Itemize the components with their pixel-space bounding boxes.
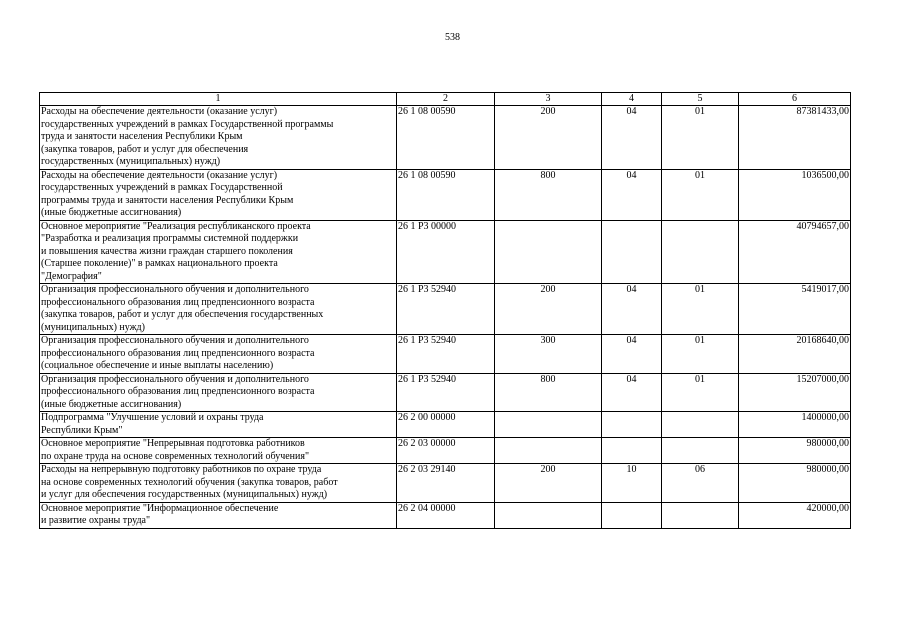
row-subsection [662, 502, 739, 528]
table-row [40, 464, 851, 503]
row-subsection: 06 [662, 464, 739, 503]
row-expense-type: 800 [495, 373, 602, 412]
row-amount: 1036500,00 [739, 169, 851, 220]
page-number: 538 [445, 32, 460, 43]
row-subsection [662, 220, 739, 284]
row-target-code: 26 2 03 00000 [397, 438, 495, 464]
row-section: 04 [602, 106, 662, 170]
table-row [40, 106, 851, 170]
row-subsection: 01 [662, 335, 739, 374]
row-section: 04 [602, 284, 662, 335]
row-target-code: 26 1 P3 52940 [397, 335, 495, 374]
row-amount: 980000,00 [739, 464, 851, 503]
row-subsection [662, 438, 739, 464]
row-expense-type [495, 220, 602, 284]
row-amount: 980000,00 [739, 438, 851, 464]
row-description: Расходы на обеспечение деятельности (оказание услуг) государственных учреждений в рамках Государственной программы труда и занятости населения Республики Крым (закупка товаров, работ и услуг для обеспечения государственных (муниципальных) нужд) [40, 106, 397, 170]
row-amount: 15207000,00 [739, 373, 851, 412]
row-amount: 87381433,00 [739, 106, 851, 170]
row-subsection: 01 [662, 284, 739, 335]
row-amount: 40794657,00 [739, 220, 851, 284]
row-expense-type: 200 [495, 464, 602, 503]
table-row [40, 373, 851, 412]
row-description: Расходы на обеспечение деятельности (оказание услуг) государственных учреждений в рамках Государственной программы труда и занятости населения Республики Крым (иные бюджетные ассигнования) [40, 169, 397, 220]
row-description: Основное мероприятие "Непрерывная подготовка работников по охране труда на основе современных технологий обучения" [40, 438, 397, 464]
budget-table [39, 92, 851, 529]
table-row [40, 412, 851, 438]
row-description: Организация профессионального обучения и дополнительного профессионального образования лиц предпенсионного возраста (иные бюджетные ассигнования) [40, 373, 397, 412]
table-row [40, 220, 851, 284]
table-row [40, 335, 851, 374]
row-section [602, 438, 662, 464]
column-header-code: 2 [397, 93, 495, 106]
row-expense-type: 200 [495, 106, 602, 170]
row-section: 04 [602, 373, 662, 412]
column-header-section: 4 [602, 93, 662, 106]
table-row [40, 284, 851, 335]
row-expense-type [495, 412, 602, 438]
row-section: 10 [602, 464, 662, 503]
row-description: Основное мероприятие "Реализация республиканского проекта "Разработка и реализация программы системной поддержки и повышения качества жизни граждан старшего поколения (Старшее поколение)" в рамках национального проекта "Демография" [40, 220, 397, 284]
column-header-amount: 6 [739, 93, 851, 106]
row-amount: 420000,00 [739, 502, 851, 528]
row-target-code: 26 2 00 00000 [397, 412, 495, 438]
row-description: Расходы на непрерывную подготовку работников по охране труда на основе современных технологий обучения (закупка товаров, работ и услуг для обеспечения государственных (муниципальных) нужд) [40, 464, 397, 503]
row-target-code: 26 1 P3 52940 [397, 284, 495, 335]
column-header-description: 1 [40, 93, 397, 106]
table-row [40, 438, 851, 464]
row-subsection: 01 [662, 373, 739, 412]
column-number-row [40, 93, 851, 106]
row-description: Подпрограмма "Улучшение условий и охраны труда Республики Крым" [40, 412, 397, 438]
row-expense-type: 300 [495, 335, 602, 374]
row-subsection: 01 [662, 169, 739, 220]
row-section: 04 [602, 335, 662, 374]
row-target-code: 26 2 04 00000 [397, 502, 495, 528]
row-amount: 5419017,00 [739, 284, 851, 335]
row-section: 04 [602, 169, 662, 220]
row-target-code: 26 1 P3 00000 [397, 220, 495, 284]
row-target-code: 26 1 08 00590 [397, 106, 495, 170]
row-expense-type [495, 502, 602, 528]
row-description: Организация профессионального обучения и дополнительного профессионального образования лиц предпенсионного возраста (социальное обеспечение и иные выплаты населению) [40, 335, 397, 374]
row-subsection [662, 412, 739, 438]
row-target-code: 26 1 P3 52940 [397, 373, 495, 412]
row-amount: 1400000,00 [739, 412, 851, 438]
row-description: Организация профессионального обучения и дополнительного профессионального образования лиц предпенсионного возраста (закупка товаров, работ и услуг для обеспечения государственных (муниципальных) нужд) [40, 284, 397, 335]
row-subsection: 01 [662, 106, 739, 170]
row-target-code: 26 1 08 00590 [397, 169, 495, 220]
row-expense-type: 800 [495, 169, 602, 220]
column-header-subsection: 5 [662, 93, 739, 106]
row-amount: 20168640,00 [739, 335, 851, 374]
row-section [602, 220, 662, 284]
column-header-expense-type: 3 [495, 93, 602, 106]
row-expense-type: 200 [495, 284, 602, 335]
row-description: Основное мероприятие "Информационное обеспечение и развитие охраны труда" [40, 502, 397, 528]
row-target-code: 26 2 03 29140 [397, 464, 495, 503]
row-expense-type [495, 438, 602, 464]
table-row [40, 169, 851, 220]
row-section [602, 412, 662, 438]
table-row [40, 502, 851, 528]
row-section [602, 502, 662, 528]
